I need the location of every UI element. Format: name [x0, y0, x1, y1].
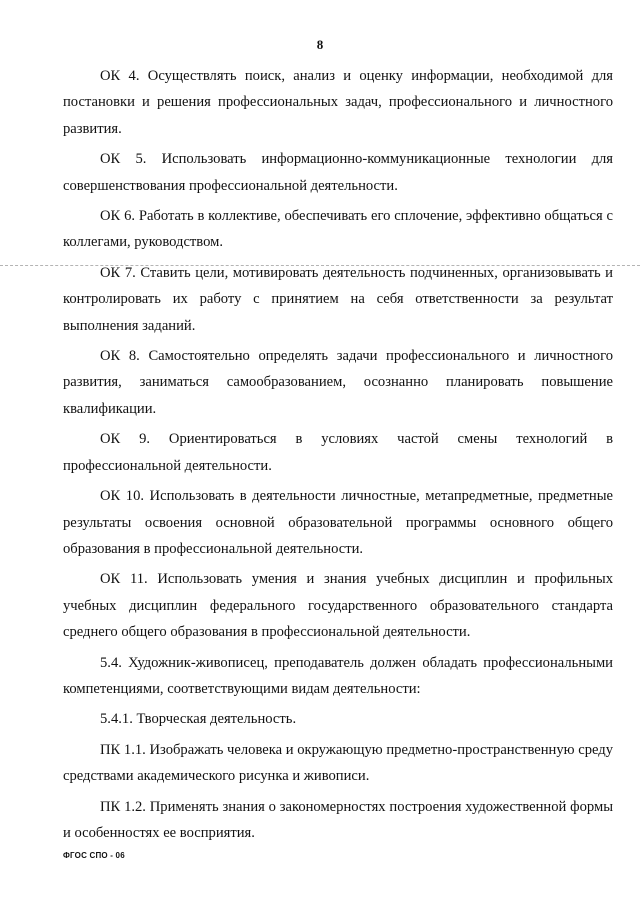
paragraph-ok10: ОК 10. Использовать в деятельности личностные, метапредметные, предметные результаты освоения основной образовательной программы основного общего образования в профессиональной деятельности. — [63, 488, 613, 557]
paragraph-section-5-4-1: 5.4.1. Творческая деятельность. — [100, 711, 297, 728]
page-number: 8 — [316, 37, 324, 52]
paragraph-pk-1-1: ПК 1.1. Изображать человека и окружающую предметно-пространственную среду средствами академического рисунка и живописи. — [63, 741, 613, 785]
paragraph-ok5: ОК 5. Использовать информационно-коммуникационные технологии для совершенствования профессиональной деятельности. — [63, 151, 613, 194]
paragraph-ok7: ОК 7. Ставить цели, мотивировать деятельность подчиненных, организовывать и контролировать их работу с принятием на себя ответственности за результат выполнения заданий. — [63, 264, 613, 334]
paragraph-ok6: ОК 6. Работать в коллективе, обеспечивать его сплочение, эффективно общаться с коллегами, руководством. — [63, 208, 613, 251]
paragraph-section-5-4: 5.4. Художник-живописец, преподаватель должен обладать профессиональными компетенциями, соответствующими видам деятельности: — [63, 654, 613, 697]
document-body — [63, 63, 613, 850]
paragraph-ok9: ОК 9. Ориентироваться в условиях частой смены технологий в профессиональной деятельности. — [63, 431, 613, 474]
paragraph-ok4: ОК 4. Осуществлять поиск, анализ и оценку информации, необходимой для постановки и решения профессиональных задач, профессионального и личностного развития. — [63, 68, 613, 137]
paragraph-ok11: ОК 11. Использовать умения и знания учебных дисциплин и профильных учебных дисциплин федерального государственного образовательного стандарта среднего общего образования в профессиональной деятельности. — [63, 571, 613, 641]
paragraph-pk-1-2: ПК 1.2. Применять знания о закономерностях построения художественной формы и особенностях ее восприятия. — [63, 798, 613, 841]
footer-code: ФГОС СПО - 06 — [63, 851, 125, 860]
paragraph-ok8: ОК 8. Самостоятельно определять задачи профессионального и личностного развития, заниматься самообразованием, осознанно планировать повышение квалификации. — [63, 348, 613, 417]
